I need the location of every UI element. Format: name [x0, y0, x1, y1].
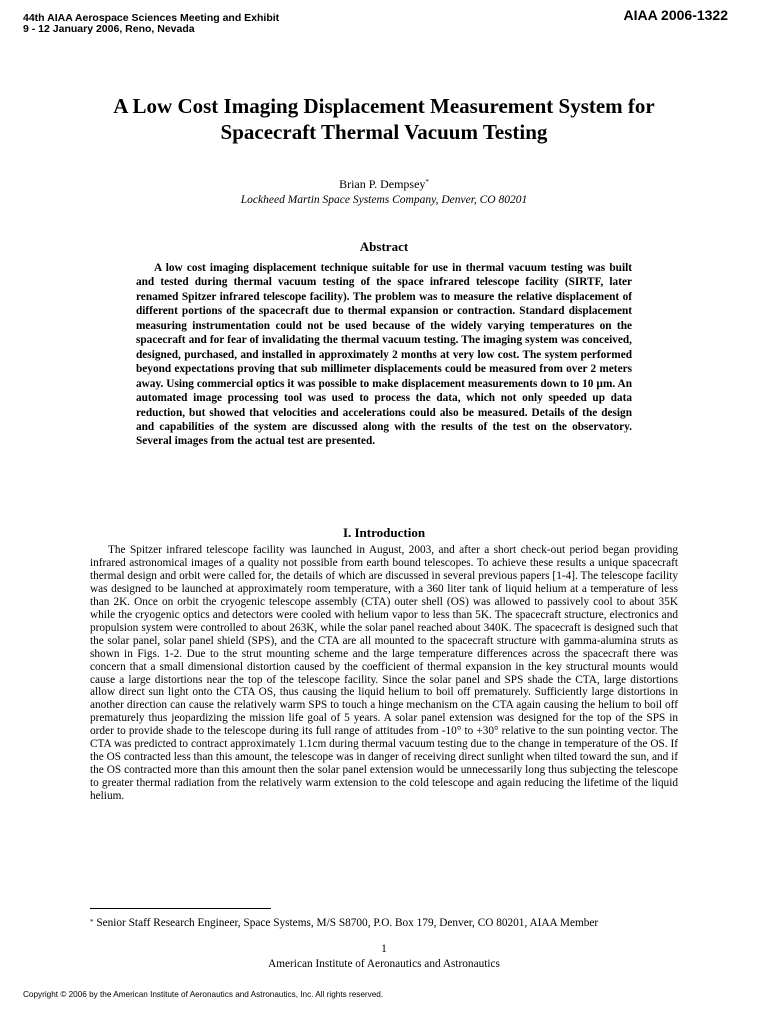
footnote-mark: *	[90, 918, 94, 926]
introduction-heading: I. Introduction	[342, 525, 426, 540]
footnote-text: Senior Staff Research Engineer, Space Systems, M/S S8700, P.O. Box 179, Denver, CO 80201, AIAA Member	[93, 917, 599, 929]
copyright-notice: Copyright © 2006 by the American Institute of Aeronautics and Astronautics, Inc. All rights reserved.	[23, 990, 384, 999]
abstract-heading: Abstract	[359, 239, 409, 254]
conference-name: 44th AIAA Aerospace Sciences Meeting and Exhibit	[23, 12, 280, 24]
paper-title	[40, 93, 728, 145]
paper-title-line-2: Spacecraft Thermal Vacuum Testing	[220, 120, 548, 144]
paper-number: AIAA 2006-1322	[623, 7, 728, 23]
conference-header	[23, 13, 279, 35]
publisher-name: American Institute of Aeronautics and Astronautics	[268, 958, 500, 970]
paper-title-line-1: A Low Cost Imaging Displacement Measurement System for	[113, 94, 655, 118]
author-footnote	[90, 916, 598, 930]
page-number: 1	[381, 943, 387, 955]
conference-date-location: 9 - 12 January 2006, Reno, Nevada	[23, 23, 195, 35]
footnote-divider	[90, 908, 271, 909]
author-line	[40, 177, 728, 191]
author-footnote-mark: *	[425, 178, 429, 186]
introduction-paragraph: The Spitzer infrared telescope facility was launched in August, 2003, and after a short check-out period began providing infrared astronomical images of a quality not possible from earth bound telescopes. To achieve these results a unique spacecraft thermal design and orbit were called for, the details of which are discussed in several previous papers [1-4]. The telescope facility was designed to be launched at approximately room temperature, with a 360 liter tank of liquid helium at a temperature of less than 2K. Once on orbit the cryogenic telescope assembly (CTA) outer shell (OS) was allowed to passively cool to about 35K while the cryogenic optics and detectors were cooled with helium vapor to less than 5K. The spacecraft structure, electronics and propulsion system were controlled to about 263K, while the solar panel reached about 340K. The spacecraft is designed such that the solar panel, solar panel shield (SPS), and the CTA are all mounted to the spacecraft structure with gamma-alumina struts as shown in Figs. 1-2. Due to the strut mounting scheme and the large temperature differences across the spacecraft there was concern that a small dimensional distortion caused by the coefficient of thermal expansion in the key structural mounts would cause a large distortions near the top of the telescope facility. Since the solar panel and SPS shade the CTA, large distortions allow direct sun light onto the CTA OS, thus causing the liquid helium to boil off prematurely. Sufficiently large distortions in another direction can cause the relatively warm SPS to touch a hinge mechanism on the CTA again causing the helium to boil off prematurely thus jeopardizing the mission life goal of 5 years. A solar panel extension was designed for the top of the SPS in order to provide shade to the telescope during its full range of attitudes from -10° to +30° relative to the sun pointing vector. The CTA was predicted to contract approximately 1.1cm during thermal vacuum testing due to the change in temperature of the OS. If the OS contracted less than this amount, the telescope was in danger of receiving direct sunlight when tilted toward the sun, and if the OS contracted more than this amount then the solar panel extension would be unnecessarily long thus subjecting the telescope to greater thermal radiation from the relatively warm extension to the cold telescope and again reducing the lifetime of the liquid helium.	[90, 544, 678, 803]
author-affiliation: Lockheed Martin Space Systems Company, Denver, CO 80201	[240, 194, 528, 206]
author-name: Brian P. Dempsey	[339, 177, 426, 191]
abstract-text: A low cost imaging displacement technique suitable for use in thermal vacuum testing was built and tested during thermal vacuum testing of the space infrared telescope facility (SIRTF, later renamed Spitzer infrared telescope facility). The problem was to measure the relative displacement of different portions of the spacecraft due to thermal expansion or contraction. Standard displacement measuring instrumentation could not be used because of the widely varying temperatures on the spacecraft and for fear of invalidating the thermal vacuum testing. The imaging system was conceived, designed, purchased, and installed in approximately 2 months at very low cost. The system performed beyond expectations proving that sub millimeter displacements could be measured from over 2 meters away. Using commercial optics it was possible to make displacement measurements down to 10 µm. An automated image processing tool was used to process the data, which not only speeded up data reduction, but showed that velocities and accelerations could also be measured. Details of the design and capabilities of the system are discussed along with the results of the test on the observatory. Several images from the actual test are presented.	[136, 262, 632, 448]
